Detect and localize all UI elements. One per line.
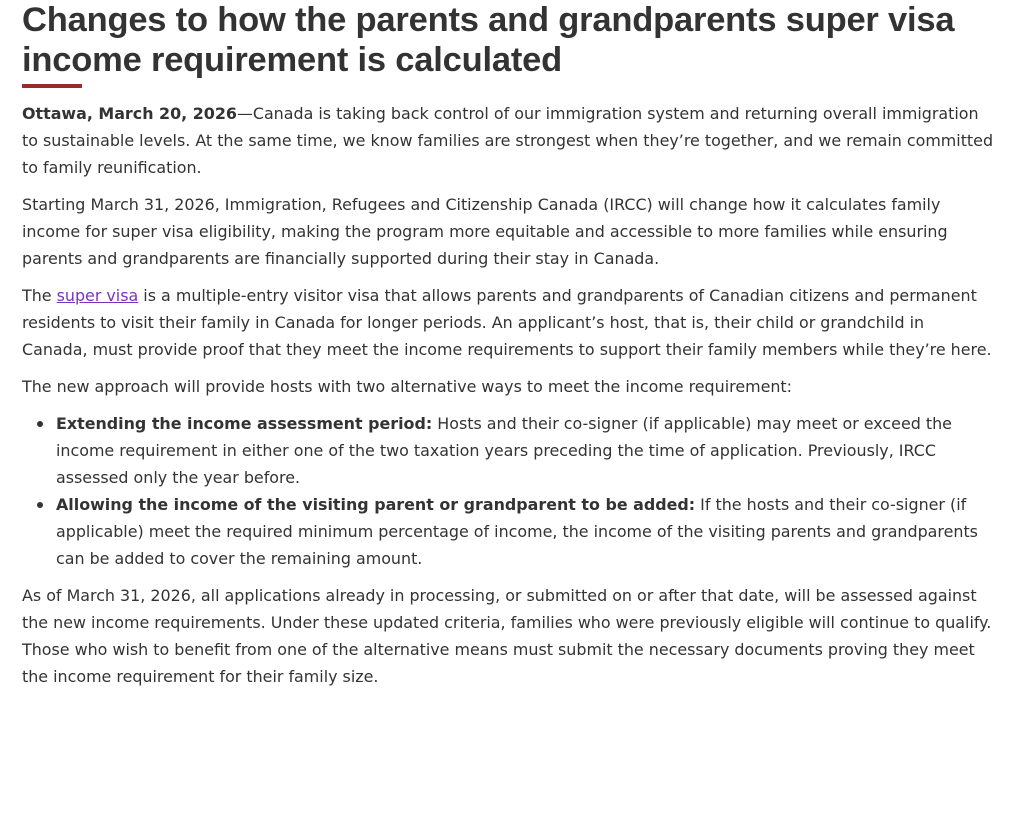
super-visa-description-paragraph xyxy=(22,282,994,363)
super-visa-link[interactable]: super visa xyxy=(56,286,139,305)
alternatives-list xyxy=(22,410,994,572)
bullet-text: If the hosts and their co-signer (if applicable) meet the required minimum percentage of income, the income of the visiting parents and grandparents can be added to cover the remaining amount. xyxy=(56,495,978,568)
page-title: Changes to how the parents and grandparents super visa income requirement is calculated xyxy=(22,1,955,79)
new-approach-paragraph: The new approach will provide hosts with two alternative ways to meet the income requirement: xyxy=(22,377,793,396)
intro-text: —Canada is taking back control of our immigration system and returning overall immigration to sustainable levels. At the same time, we know families are strongest when they’re together, and we remain committed to family reunification. xyxy=(22,104,994,177)
list-item xyxy=(56,410,994,491)
bullet-heading: Extending the income assessment period: xyxy=(56,414,433,433)
bullet-heading: Allowing the income of the visiting parent or grandparent to be added: xyxy=(56,495,696,514)
list-item xyxy=(56,491,994,572)
dateline: Ottawa, March 20, 2026 xyxy=(22,104,237,123)
title-underline-rule xyxy=(22,84,82,88)
intro-paragraph xyxy=(22,100,994,181)
bullet-icon xyxy=(37,421,43,427)
super-visa-lead-text: The xyxy=(22,286,57,305)
super-visa-description-text: is a multiple-entry visitor visa that allows parents and grandparents of Canadian citizens and permanent residents to visit their family in Canada for longer periods. An applicant’s host, that is, their child or grandchild in Canada, must provide proof that they meet the income requirements to support their family members while they’re here. xyxy=(22,286,992,359)
bullet-icon xyxy=(37,502,43,508)
bullet-text: Hosts and their co-signer (if applicable) may meet or exceed the income requirement in either one of the two taxation years preceding the time of application. Previously, IRCC assessed only the year before. xyxy=(56,414,952,487)
eligibility-change-paragraph: Starting March 31, 2026, Immigration, Refugees and Citizenship Canada (IRCC) will change how it calculates family income for super visa eligibility, making the program more equitable and accessible to more families while ensuring parents and grandparents are financially supported during their stay in Canada. xyxy=(22,195,948,268)
assessment-paragraph: As of March 31, 2026, all applications already in processing, or submitted on or after that date, will be assessed against the new income requirements. Under these updated criteria, families who were previously eligible will continue to qualify. Those who wish to benefit from one of the alternative means must submit the necessary documents proving they meet the income requirement for their family size. xyxy=(22,586,992,686)
